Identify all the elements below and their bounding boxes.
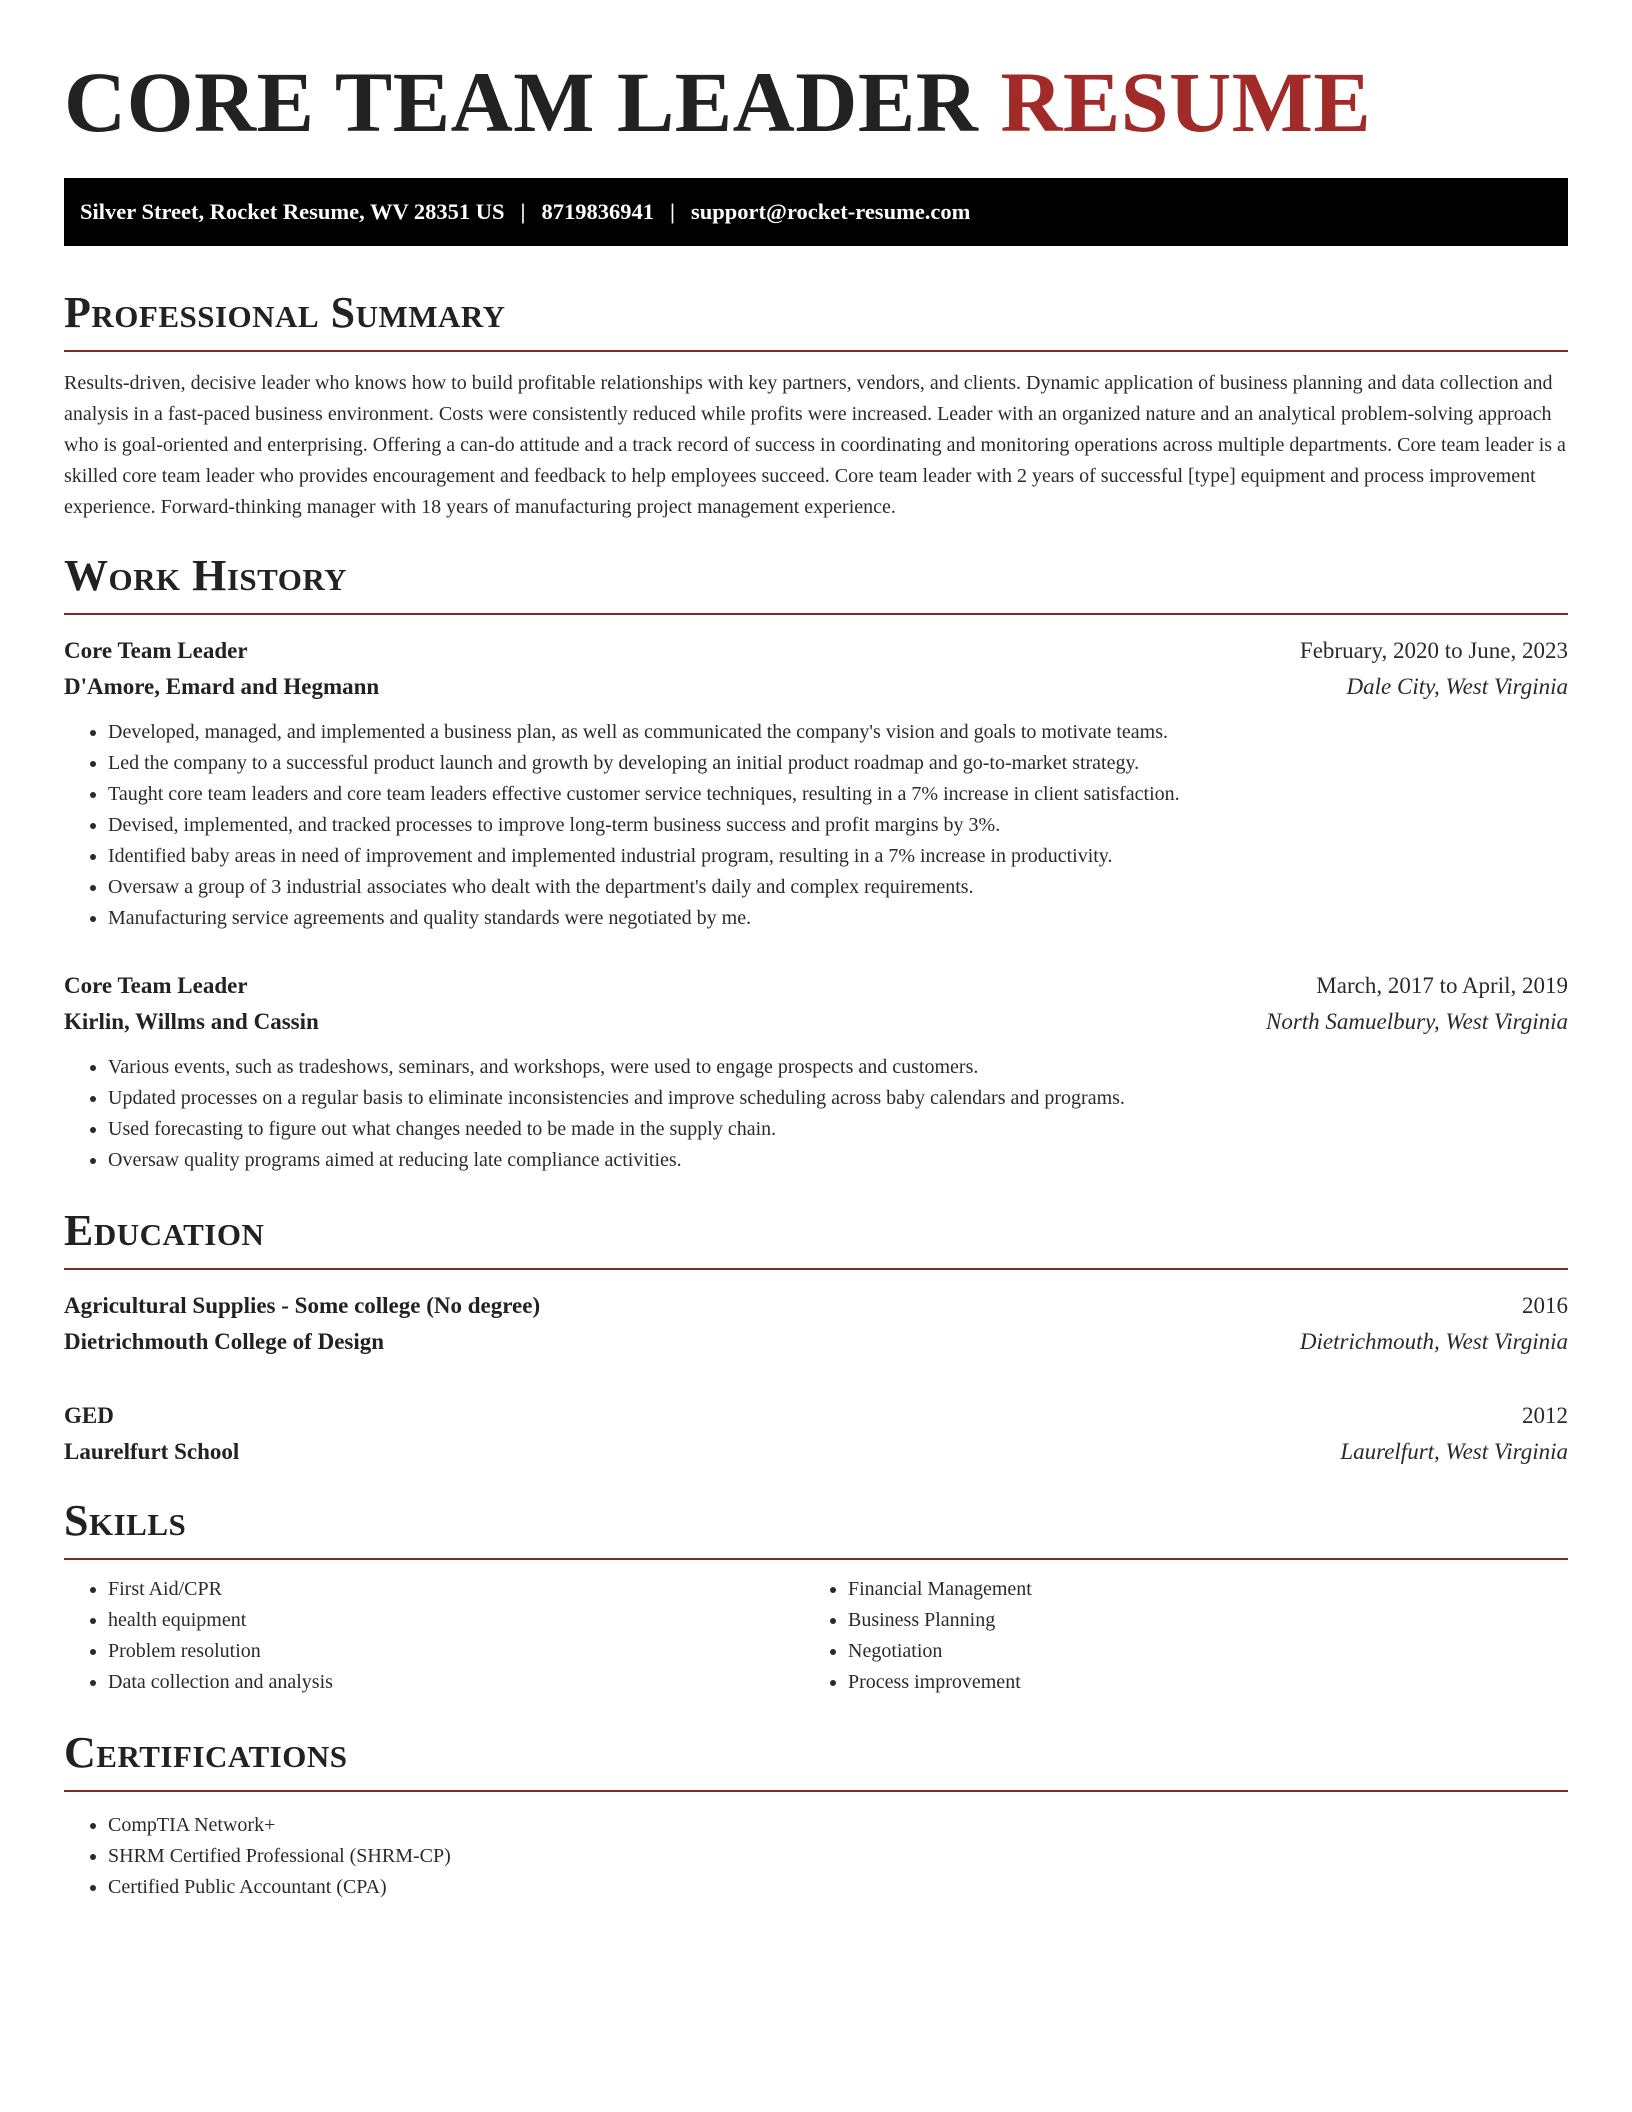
summary-section: [64, 288, 1568, 523]
certifications-list: [64, 1810, 1568, 1903]
skills-heading: Skills: [64, 1496, 187, 1545]
job-entry: [64, 968, 1568, 1176]
job-bullets: [64, 1052, 1568, 1176]
contact-separator: |: [520, 199, 526, 224]
education-header-row: [64, 1398, 1568, 1434]
education-degree: GED: [64, 1403, 114, 1428]
contact-phone: 8719836941: [541, 199, 655, 224]
job-bullet: • Oversaw a group of 3 industrial associates who dealt with the department's daily and complex requirements.: [108, 872, 1568, 903]
skill-item: • Business Planning: [848, 1605, 1544, 1636]
skills-section: [64, 1496, 1568, 1698]
resume-title: [64, 52, 1568, 152]
job-entry: [64, 633, 1568, 934]
job-bullet: • Manufacturing service agreements and quality standards were negotiated by me.: [108, 903, 1568, 934]
work-history-heading: Work History: [64, 551, 348, 600]
job-title: Core Team Leader: [64, 973, 248, 998]
certification-item: • SHRM Certified Professional (SHRM-CP): [108, 1841, 1568, 1872]
job-company: Kirlin, Willms and Cassin: [64, 1009, 319, 1034]
section-divider: [64, 613, 1568, 615]
education-entry: [64, 1398, 1568, 1470]
job-bullet: • Oversaw quality programs aimed at reducing late compliance activities.: [108, 1145, 1568, 1176]
resume-page: [64, 0, 1568, 1903]
skill-item: • First Aid/CPR: [108, 1574, 804, 1605]
job-header-row: [64, 633, 1568, 669]
section-divider: [64, 350, 1568, 352]
education-header-row: [64, 1288, 1568, 1324]
skill-item: • Data collection and analysis: [108, 1667, 804, 1698]
education-school: Laurelfurt School: [64, 1439, 240, 1464]
certifications-heading: Certifications: [64, 1728, 348, 1777]
resume-title-accent: RESUME: [1000, 54, 1372, 150]
job-header-row: [64, 968, 1568, 1004]
education-section: [64, 1206, 1568, 1470]
section-divider: [64, 1268, 1568, 1270]
education-school: Dietrichmouth College of Design: [64, 1329, 385, 1354]
skill-item: • health equipment: [108, 1605, 804, 1636]
skill-item: • Problem resolution: [108, 1636, 804, 1667]
education-year: 2016: [1522, 1293, 1568, 1318]
skills-column-right: [804, 1574, 1544, 1698]
certification-item: • Certified Public Accountant (CPA): [108, 1872, 1568, 1903]
work-history-section: [64, 551, 1568, 1176]
contact-address: Silver Street, Rocket Resume, WV 28351 US: [80, 199, 505, 224]
job-bullet: • Led the company to a successful product launch and growth by developing an initial product roadmap and go-to-market strategy.: [108, 748, 1568, 779]
job-bullets: [64, 717, 1568, 934]
job-company: D'Amore, Emard and Hegmann: [64, 674, 380, 699]
job-bullet: • Identified baby areas in need of improvement and implemented industrial program, resulting in a 7% increase in productivity.: [108, 841, 1568, 872]
summary-heading: Professional Summary: [64, 288, 506, 337]
skill-item: • Financial Management: [848, 1574, 1544, 1605]
education-degree: Agricultural Supplies - Some college (No degree): [64, 1293, 541, 1318]
section-divider: [64, 1790, 1568, 1792]
contact-separator: |: [670, 199, 675, 224]
job-location: Dale City, West Virginia: [1346, 674, 1568, 699]
job-company-row: [64, 669, 1568, 705]
certifications-section: [64, 1728, 1568, 1903]
education-entry: [64, 1288, 1568, 1360]
job-location: North Samuelbury, West Virginia: [1266, 1009, 1568, 1034]
skill-item: • Process improvement: [848, 1667, 1544, 1698]
education-year: 2012: [1522, 1403, 1568, 1428]
skills-grid: [64, 1574, 1568, 1698]
job-company-row: [64, 1004, 1568, 1040]
skill-item: • Negotiation: [848, 1636, 1544, 1667]
job-bullet: • Various events, such as tradeshows, seminars, and workshops, were used to engage prospects and customers.: [108, 1052, 1568, 1083]
job-bullet: • Updated processes on a regular basis to eliminate inconsistencies and improve scheduling across baby calendars and programs.: [108, 1083, 1568, 1114]
resume-title-main: CORE TEAM LEADER: [64, 54, 979, 150]
job-bullet: • Used forecasting to figure out what changes needed to be made in the supply chain.: [108, 1114, 1568, 1145]
summary-text: Results-driven, decisive leader who knows how to build profitable relationships with key partners, vendors, and clients. Dynamic application of business planning and data collection and analysis in a fast-paced business environment. Costs were consistently reduced while profits were increased. Leader with an organized nature and an analytical problem-solving approach who is goal-oriented and enterprising. Offering a can-do attitude and a track record of success in coordinating and monitoring operations across multiple departments. Core team leader is a skilled core team leader who provides encouragement and feedback to help employees succeed. Core team leader with 2 years of successful [type] equipment and process improvement experience. Forward-thinking manager with 18 years of manufacturing project management experience.: [64, 372, 1566, 518]
skills-column-left: [64, 1574, 804, 1698]
contact-email: support@rocket-resume.com: [690, 199, 971, 224]
education-location: Dietrichmouth, West Virginia: [1299, 1329, 1568, 1354]
education-school-row: [64, 1434, 1568, 1470]
education-heading: Education: [64, 1206, 265, 1255]
education-school-row: [64, 1324, 1568, 1360]
section-divider: [64, 1558, 1568, 1560]
education-location: Laurelfurt, West Virginia: [1340, 1439, 1568, 1464]
job-bullet: • Developed, managed, and implemented a business plan, as well as communicated the company's vision and goals to motivate teams.: [108, 717, 1568, 748]
job-dates: March, 2017 to April, 2019: [1316, 973, 1568, 998]
contact-bar: [64, 178, 1568, 246]
job-dates: February, 2020 to June, 2023: [1299, 638, 1568, 663]
job-title: Core Team Leader: [64, 638, 248, 663]
job-bullet: • Devised, implemented, and tracked processes to improve long-term business success and profit margins by 3%.: [108, 810, 1568, 841]
certification-item: • CompTIA Network+: [108, 1810, 1568, 1841]
job-bullet: • Taught core team leaders and core team leaders effective customer service techniques, resulting in a 7% increase in client satisfaction.: [108, 779, 1568, 810]
